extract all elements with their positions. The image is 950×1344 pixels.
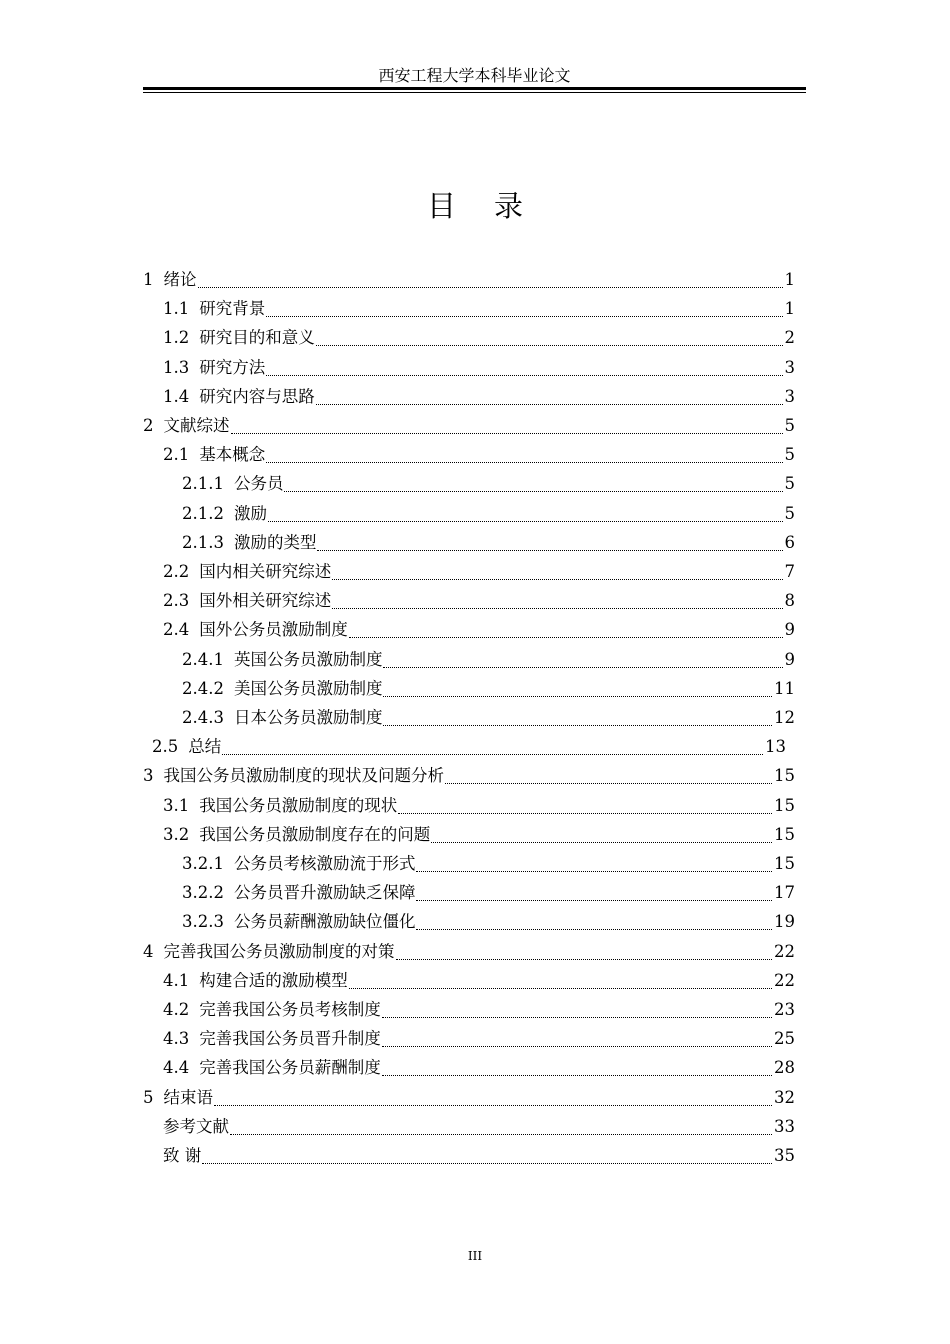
toc-dot-leader bbox=[383, 666, 782, 668]
toc-dot-leader bbox=[316, 403, 783, 405]
toc-entry-page: 19 bbox=[774, 912, 795, 932]
header-rule-thin bbox=[143, 92, 806, 93]
toc-entry-title: 公务员晋升激励缺乏保障 bbox=[233, 883, 416, 903]
toc-entry-page: 22 bbox=[774, 970, 795, 990]
toc-entry[interactable] bbox=[182, 671, 795, 700]
toc-entry[interactable] bbox=[163, 1050, 795, 1079]
toc-entry[interactable] bbox=[143, 934, 795, 963]
toc-entry-page: 7 bbox=[784, 562, 795, 581]
toc-entry-page: 5 bbox=[784, 474, 795, 494]
toc-entry-number: 2.4.2 bbox=[182, 678, 224, 698]
toc-entry[interactable] bbox=[163, 437, 795, 466]
toc-dot-leader bbox=[398, 812, 772, 814]
toc-entry-number: 1.1 bbox=[163, 299, 190, 319]
toc-entry-page: 28 bbox=[774, 1058, 795, 1078]
toc-entry-page: 11 bbox=[774, 678, 795, 698]
toc-entry-number: 2.4.1 bbox=[182, 649, 224, 669]
toc-entry-page: 13 bbox=[765, 737, 786, 757]
toc-entry-number: 2 bbox=[143, 416, 154, 435]
toc-entry-page: 8 bbox=[784, 591, 795, 611]
toc-entry-title: 完善我国公务员激励制度的对策 bbox=[163, 941, 395, 961]
toc-entry-number: 2.1.3 bbox=[182, 532, 224, 552]
toc-entry-title: 完善我国公务员晋升制度 bbox=[199, 1029, 381, 1049]
toc-entry-title: 公务员 bbox=[233, 474, 284, 494]
toc-entry-title: 研究背景 bbox=[199, 299, 266, 319]
toc-entry-title: 研究目的和意义 bbox=[199, 328, 315, 348]
toc-entry[interactable] bbox=[163, 788, 795, 817]
toc-entry[interactable] bbox=[163, 1109, 795, 1138]
toc-dot-leader bbox=[416, 928, 772, 930]
toc-entry-number: 3.2.1 bbox=[182, 854, 224, 873]
toc-dot-leader bbox=[266, 315, 782, 317]
toc-entry-title: 英国公务员激励制度 bbox=[233, 649, 383, 669]
toc-entry-title: 我国公务员激励制度的现状及问题分析 bbox=[163, 766, 444, 786]
toc-entry-number: 4.3 bbox=[163, 1029, 190, 1049]
toc-entry-title: 研究方法 bbox=[199, 357, 266, 377]
toc-entry-title: 基本概念 bbox=[199, 445, 266, 465]
toc-entry-number: 2.2 bbox=[163, 562, 190, 581]
toc-dot-leader bbox=[431, 841, 772, 843]
toc-dot-leader bbox=[383, 695, 772, 697]
toc-dot-leader bbox=[230, 1133, 772, 1135]
toc-dot-leader bbox=[317, 549, 782, 551]
toc-entry-page: 25 bbox=[774, 1029, 795, 1049]
toc-title: 目录 bbox=[426, 189, 561, 223]
toc-dot-leader bbox=[268, 520, 783, 522]
toc-dot-leader bbox=[382, 1074, 772, 1076]
toc-entry[interactable] bbox=[182, 525, 795, 554]
toc-entry-number: 1.2 bbox=[163, 328, 190, 348]
toc-entry[interactable] bbox=[182, 496, 795, 525]
toc-entry-number: 3.2 bbox=[163, 824, 190, 844]
toc-entry-page: 5 bbox=[784, 416, 795, 435]
running-header: 西安工程大学本科毕业论文 bbox=[378, 66, 571, 85]
toc-entry[interactable] bbox=[182, 700, 795, 729]
toc-entry-page: 15 bbox=[774, 795, 795, 815]
toc-entry-page: 15 bbox=[774, 854, 795, 873]
toc-entry-title: 激励 bbox=[233, 503, 267, 523]
toc-entry-number: 4.1 bbox=[163, 970, 190, 990]
toc-entry-page: 22 bbox=[774, 941, 795, 961]
toc-entry-number: 2.1.1 bbox=[182, 474, 224, 494]
toc-entry[interactable] bbox=[143, 1080, 795, 1109]
toc-entry[interactable] bbox=[182, 875, 795, 904]
toc-dot-leader bbox=[396, 958, 773, 960]
toc-entry[interactable] bbox=[163, 583, 795, 612]
toc-entry-number: 4.4 bbox=[163, 1058, 190, 1078]
toc-entry-title: 美国公务员激励制度 bbox=[233, 678, 383, 698]
toc-entry-page: 32 bbox=[774, 1087, 795, 1107]
toc-entry[interactable] bbox=[143, 758, 795, 787]
toc-dot-leader bbox=[332, 607, 782, 609]
toc-entry-page: 6 bbox=[784, 532, 795, 552]
toc-entry-number: 1 bbox=[143, 270, 154, 289]
toc-entry-number: 4 bbox=[143, 941, 154, 961]
toc-entry[interactable] bbox=[163, 320, 795, 349]
toc-dot-leader bbox=[349, 636, 783, 638]
toc-entry-title: 国内相关研究综述 bbox=[199, 562, 332, 581]
toc-entry-title: 国外公务员激励制度 bbox=[199, 620, 348, 640]
toc-entry-title: 参考文献 bbox=[163, 1116, 229, 1136]
toc-entry-title: 文献综述 bbox=[163, 416, 230, 435]
toc-entry-page: 5 bbox=[784, 445, 795, 465]
toc-dot-leader bbox=[284, 490, 782, 492]
toc-entry-number: 1.3 bbox=[163, 357, 190, 377]
toc-entry-number: 2.3 bbox=[163, 591, 190, 611]
toc-entry-page: 1 bbox=[784, 299, 795, 319]
toc-dot-leader bbox=[222, 753, 763, 755]
toc-entry[interactable] bbox=[143, 408, 795, 437]
toc-dot-leader bbox=[266, 461, 782, 463]
toc-entry-title: 日本公务员激励制度 bbox=[233, 708, 383, 727]
toc-entry[interactable] bbox=[163, 379, 795, 408]
toc-entry-page: 15 bbox=[774, 824, 795, 844]
toc-dot-leader bbox=[416, 870, 772, 872]
toc-entry-page: 9 bbox=[784, 649, 795, 669]
toc-entry-page: 23 bbox=[774, 1000, 795, 1019]
toc-entry-number: 3.2.2 bbox=[182, 883, 224, 903]
toc-dot-leader bbox=[332, 578, 782, 580]
toc-entry-page: 3 bbox=[784, 357, 795, 377]
toc-entry-page: 35 bbox=[774, 1146, 795, 1165]
toc-entry-title: 我国公务员激励制度的现状 bbox=[199, 795, 398, 815]
toc-entry-title: 绪论 bbox=[163, 270, 197, 289]
toc-entry-number: 4.2 bbox=[163, 1000, 190, 1019]
toc-dot-leader bbox=[445, 782, 772, 784]
toc-entry-title: 总结 bbox=[188, 737, 222, 757]
header-rule bbox=[143, 87, 806, 90]
toc-entry-page: 12 bbox=[774, 708, 795, 727]
toc-entry-number: 3 bbox=[143, 766, 154, 786]
toc-entry[interactable] bbox=[163, 817, 795, 846]
toc-entry[interactable] bbox=[163, 291, 795, 320]
toc-entry-page: 5 bbox=[784, 503, 795, 523]
toc-entry-number: 5 bbox=[143, 1087, 154, 1107]
toc-entry-title: 研究内容与思路 bbox=[199, 386, 315, 406]
toc-entry-number: 2.4 bbox=[163, 620, 190, 640]
toc-entry-title: 激励的类型 bbox=[233, 532, 317, 552]
toc-entry[interactable] bbox=[163, 1138, 795, 1167]
toc-entry[interactable] bbox=[182, 846, 795, 875]
toc-entry-title: 构建合适的激励模型 bbox=[199, 970, 348, 990]
toc-entry-number: 1.4 bbox=[163, 386, 190, 406]
toc-entry[interactable] bbox=[152, 729, 786, 758]
toc-dot-leader bbox=[231, 432, 783, 434]
toc-entry-number: 3.1 bbox=[163, 795, 190, 815]
toc-dot-leader bbox=[214, 1104, 772, 1106]
toc-entry-title: 结束语 bbox=[163, 1087, 213, 1107]
toc-dot-leader bbox=[202, 1162, 772, 1164]
toc-entry-page: 2 bbox=[784, 328, 795, 348]
toc-entry[interactable] bbox=[163, 963, 795, 992]
toc-dot-leader bbox=[382, 1016, 772, 1018]
toc-entry-title: 公务员考核激励流于形式 bbox=[233, 854, 416, 873]
toc-dot-leader bbox=[383, 724, 772, 726]
toc-entry[interactable] bbox=[143, 262, 795, 291]
toc-dot-leader bbox=[382, 1045, 772, 1047]
toc-entry[interactable] bbox=[163, 350, 795, 379]
toc-entry-number: 2.5 bbox=[152, 737, 179, 757]
toc-entry-page: 17 bbox=[774, 883, 795, 903]
toc-entry-page: 3 bbox=[784, 386, 795, 406]
toc-entry-title: 完善我国公务员考核制度 bbox=[199, 1000, 381, 1019]
toc-entry-number: 3.2.3 bbox=[182, 912, 224, 932]
toc-entry[interactable] bbox=[163, 612, 795, 641]
toc-dot-leader bbox=[349, 987, 772, 989]
page-number: III bbox=[467, 1249, 483, 1263]
toc-dot-leader bbox=[198, 286, 783, 288]
toc-entry-title: 致 谢 bbox=[163, 1146, 202, 1165]
toc-dot-leader bbox=[316, 344, 783, 346]
toc-entry-page: 15 bbox=[774, 766, 795, 786]
toc-entry[interactable] bbox=[163, 992, 795, 1021]
toc-entry-title: 完善我国公务员薪酬制度 bbox=[199, 1058, 381, 1078]
toc-entry-title: 我国公务员激励制度存在的问题 bbox=[199, 824, 431, 844]
toc-dot-leader bbox=[416, 899, 772, 901]
toc-entry-title: 国外相关研究综述 bbox=[199, 591, 332, 611]
toc-entry-number: 2.1.2 bbox=[182, 503, 224, 523]
toc-entry[interactable] bbox=[182, 466, 795, 495]
toc-entry[interactable] bbox=[182, 642, 795, 671]
toc-entry-page: 9 bbox=[784, 620, 795, 640]
toc-entry[interactable] bbox=[163, 1021, 795, 1050]
toc-entry[interactable] bbox=[163, 554, 795, 583]
toc-entry-page: 1 bbox=[784, 270, 795, 289]
toc-entry-page: 33 bbox=[774, 1116, 795, 1136]
toc-entry[interactable] bbox=[182, 904, 795, 933]
toc-dot-leader bbox=[266, 374, 782, 376]
toc-entry-title: 公务员薪酬激励缺位僵化 bbox=[233, 912, 416, 932]
toc-entry-number: 2.1 bbox=[163, 445, 190, 465]
toc-entry-number: 2.4.3 bbox=[182, 708, 224, 727]
